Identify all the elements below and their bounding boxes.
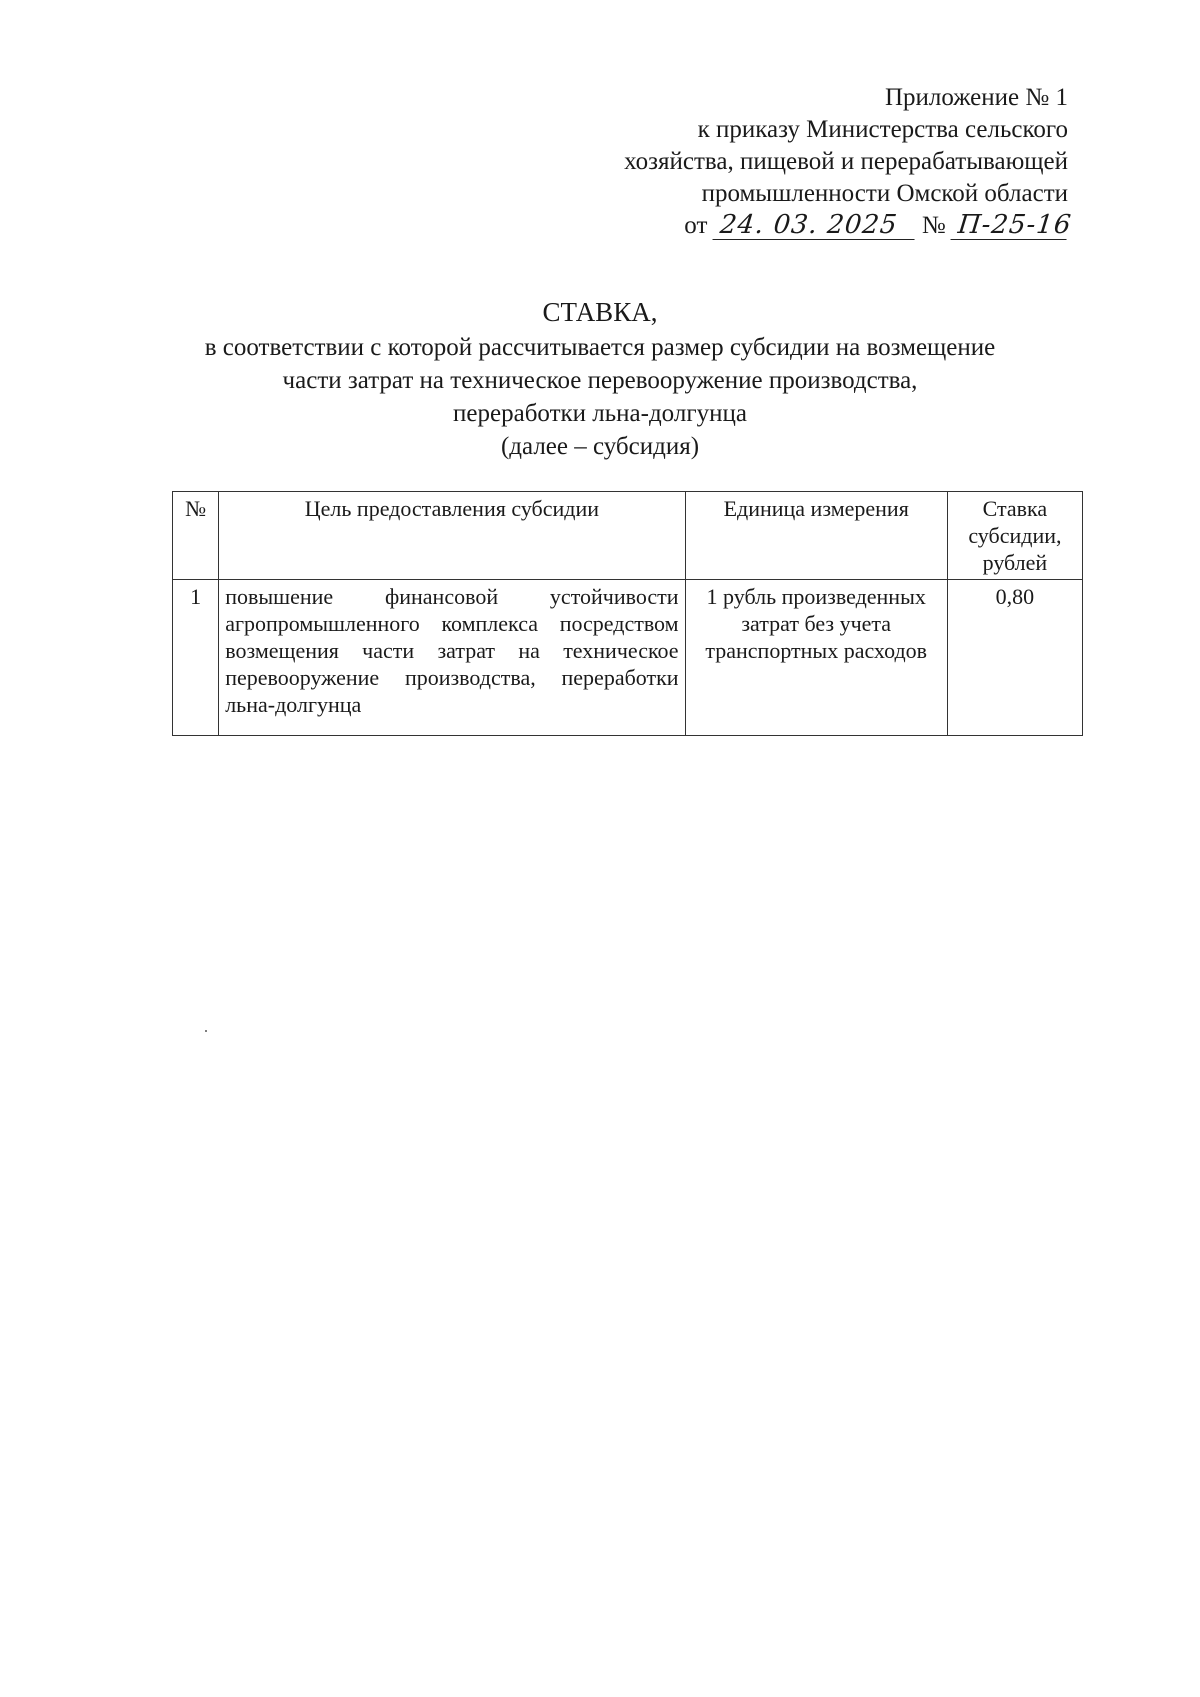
cell-goal: повышение финансовой устойчивости агропромышленного комплекса посредством возмещения части затрат на техническое перевооружение производства, переработки льна-долгунца xyxy=(219,580,685,736)
number-prefix: № xyxy=(921,212,946,239)
cell-num: 1 xyxy=(173,580,219,736)
cell-unit: 1 рубль произведенных затрат без учета транспортных расходов xyxy=(685,580,947,736)
appendix-header xyxy=(468,82,1074,242)
subsidy-rate-table xyxy=(172,491,1083,736)
header-rate: Ставка субсидии, рублей xyxy=(947,492,1082,580)
scan-speck xyxy=(205,1030,207,1032)
appendix-order-line-1: к приказу Министерства сельского xyxy=(697,116,1068,143)
appendix-order-line-2: хозяйства, пищевой и перерабатывающей xyxy=(624,148,1068,175)
header-goal: Цель предоставления субсидии xyxy=(219,492,685,580)
cell-rate: 0,80 xyxy=(947,580,1082,736)
date-prefix: от xyxy=(684,212,708,239)
handwritten-order-date: 24. 03. 2025 xyxy=(712,211,917,240)
header-unit: Единица измерения xyxy=(685,492,947,580)
header-num: № xyxy=(173,492,219,580)
title-line-4: (далее – субсидия) xyxy=(500,433,700,460)
appendix-title: Приложение № 1 xyxy=(884,84,1068,111)
title-line-2: части затрат на техническое перевооружение производства, xyxy=(282,367,918,394)
order-date-number-line xyxy=(468,210,1074,242)
document-title: СТАВКА, xyxy=(542,297,658,327)
handwritten-order-number: П-25-16 xyxy=(950,211,1069,240)
document-title-block xyxy=(150,296,1050,463)
table-row xyxy=(173,580,1083,736)
table-header-row xyxy=(173,492,1083,580)
appendix-order-line-3: промышленности Омской области xyxy=(701,180,1068,207)
title-line-1: в соответствии с которой рассчитывается размер субсидии на возмещение xyxy=(204,334,996,361)
title-line-3: переработки льна-долгунца xyxy=(453,400,747,427)
